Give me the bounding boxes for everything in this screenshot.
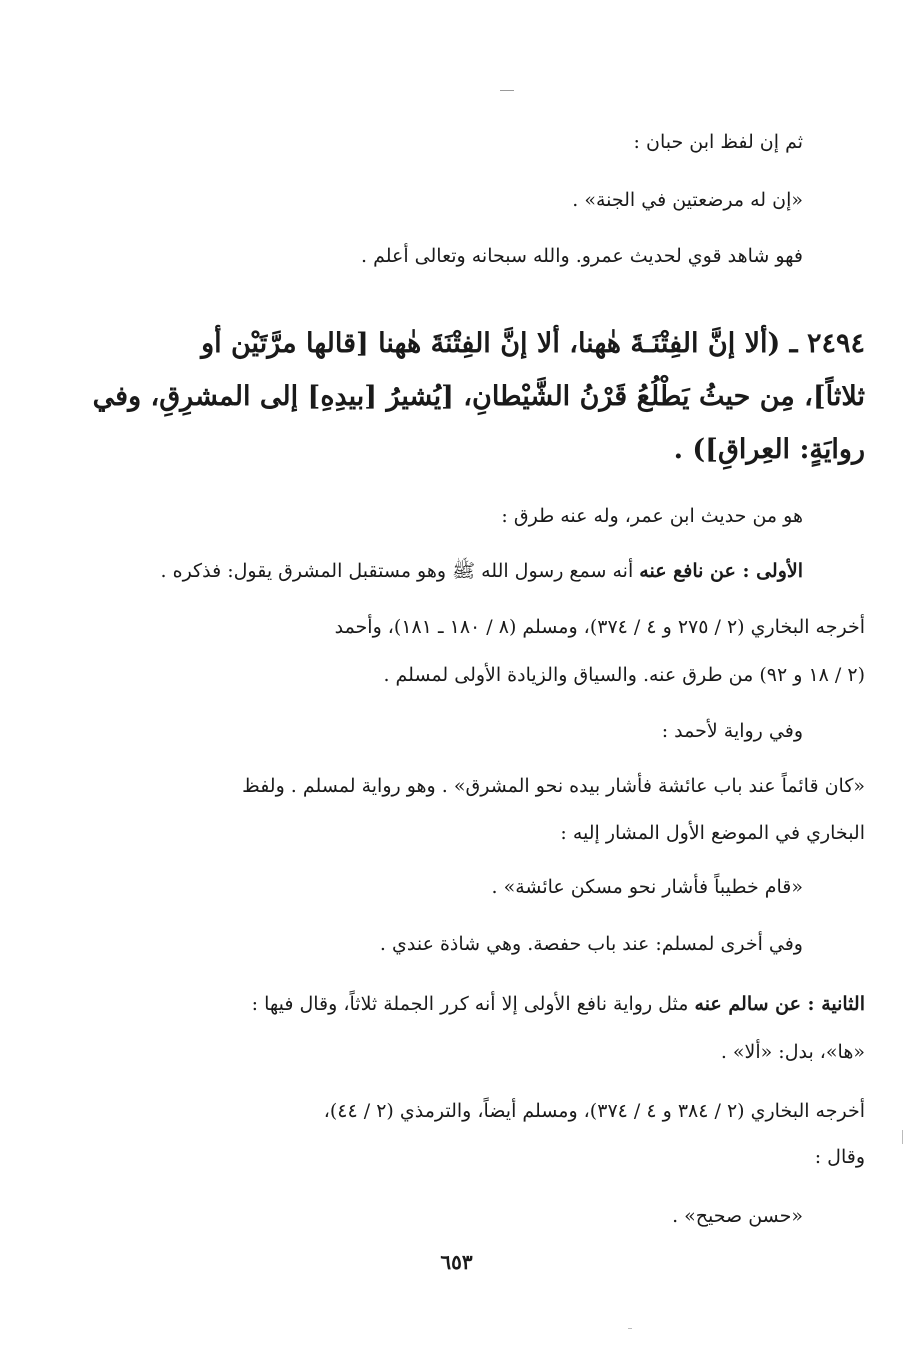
second-path-text: مثل رواية نافع الأولى إلا أنه كرر الجملة ثلاثاً، وقال فيها : bbox=[251, 993, 695, 1015]
edge-scan-mark bbox=[902, 1130, 903, 1144]
hadith-line-3: روايَةٍ: العِراقِ]) . bbox=[673, 434, 865, 465]
bottom-scan-mark bbox=[628, 1328, 632, 1329]
text-line-ibn-hibban: ثم إن لفظ ابن حبان : bbox=[633, 131, 803, 153]
text-line-bukhari-quote: «قام خطيباً فأشار نحو مسكن عائشة» . bbox=[491, 876, 803, 898]
text-line-shahid: فهو شاهد قوي لحديث عمرو. والله سبحانه وتعالى أعلم . bbox=[360, 245, 803, 267]
hadith-line-1: ٢٤٩٤ ـ (ألا إنَّ الفِتْنَـةَ هٰهنا، ألا إنَّ الفِتْنَةَ هٰهنا [قالها مرَّتَيْن أو bbox=[201, 328, 865, 359]
text-line-quote-jannah: «إن له مرضعتين في الجنة» . bbox=[572, 189, 803, 211]
hadith-line-2: ثلاثاً]، مِن حيثُ يَطْلُعُ قَرْنُ الشَّيْطانِ، [يُشيرُ [بيدِهِ] إلى المشرِقِ، وفي bbox=[92, 381, 865, 412]
page-number: ٦٥٣ bbox=[440, 1250, 473, 1274]
text-line-takhrij-1a: أخرجه البخاري (٢ / ٢٧٥ و ٤ / ٣٧٤)، ومسلم (٨ / ١٨٠ ـ ١٨١)، وأحمد bbox=[334, 616, 865, 638]
text-line-takhrij-2a: أخرجه البخاري (٢ / ٣٨٤ و ٤ / ٣٧٤)، ومسلم أيضاً، والترمذي (٢ / ٤٤)، bbox=[323, 1100, 865, 1122]
text-line-tirmidhi-grade: «حسن صحيح» . bbox=[672, 1205, 803, 1227]
text-line-bukhari-ref: البخاري في الموضع الأول المشار إليه : bbox=[560, 822, 865, 844]
first-path-text: أنه سمع رسول الله ﷺ وهو مستقبل المشرق يقول: فذكره . bbox=[160, 560, 640, 582]
text-line-second-path bbox=[252, 989, 865, 1019]
text-line-first-path bbox=[161, 556, 803, 586]
top-scan-mark bbox=[500, 90, 514, 91]
text-line-muslim-other: وفي أخرى لمسلم: عند باب حفصة. وهي شاذة عندي . bbox=[379, 933, 803, 955]
second-path-label: الثانية : عن سالم عنه bbox=[694, 993, 865, 1015]
first-path-label: الأولى : عن نافع عنه bbox=[639, 560, 803, 582]
text-line-ahmad-quote: «كان قائماً عند باب عائشة فأشار بيده نحو المشرق» . وهو رواية لمسلم . ولفظ bbox=[242, 775, 865, 797]
text-line-intro: هو من حديث ابن عمر، وله عنه طرق : bbox=[501, 505, 803, 527]
text-line-ahmad-intro: وفي رواية لأحمد : bbox=[661, 720, 803, 742]
text-line-takhrij-1b: (٢ / ١٨ و ٩٢) من طرق عنه. والسياق والزيادة الأولى لمسلم . bbox=[383, 664, 865, 686]
text-line-ha-badal: «ها»، بدل: «ألا» . bbox=[720, 1041, 865, 1063]
text-line-takhrij-2b: وقال : bbox=[814, 1146, 865, 1168]
